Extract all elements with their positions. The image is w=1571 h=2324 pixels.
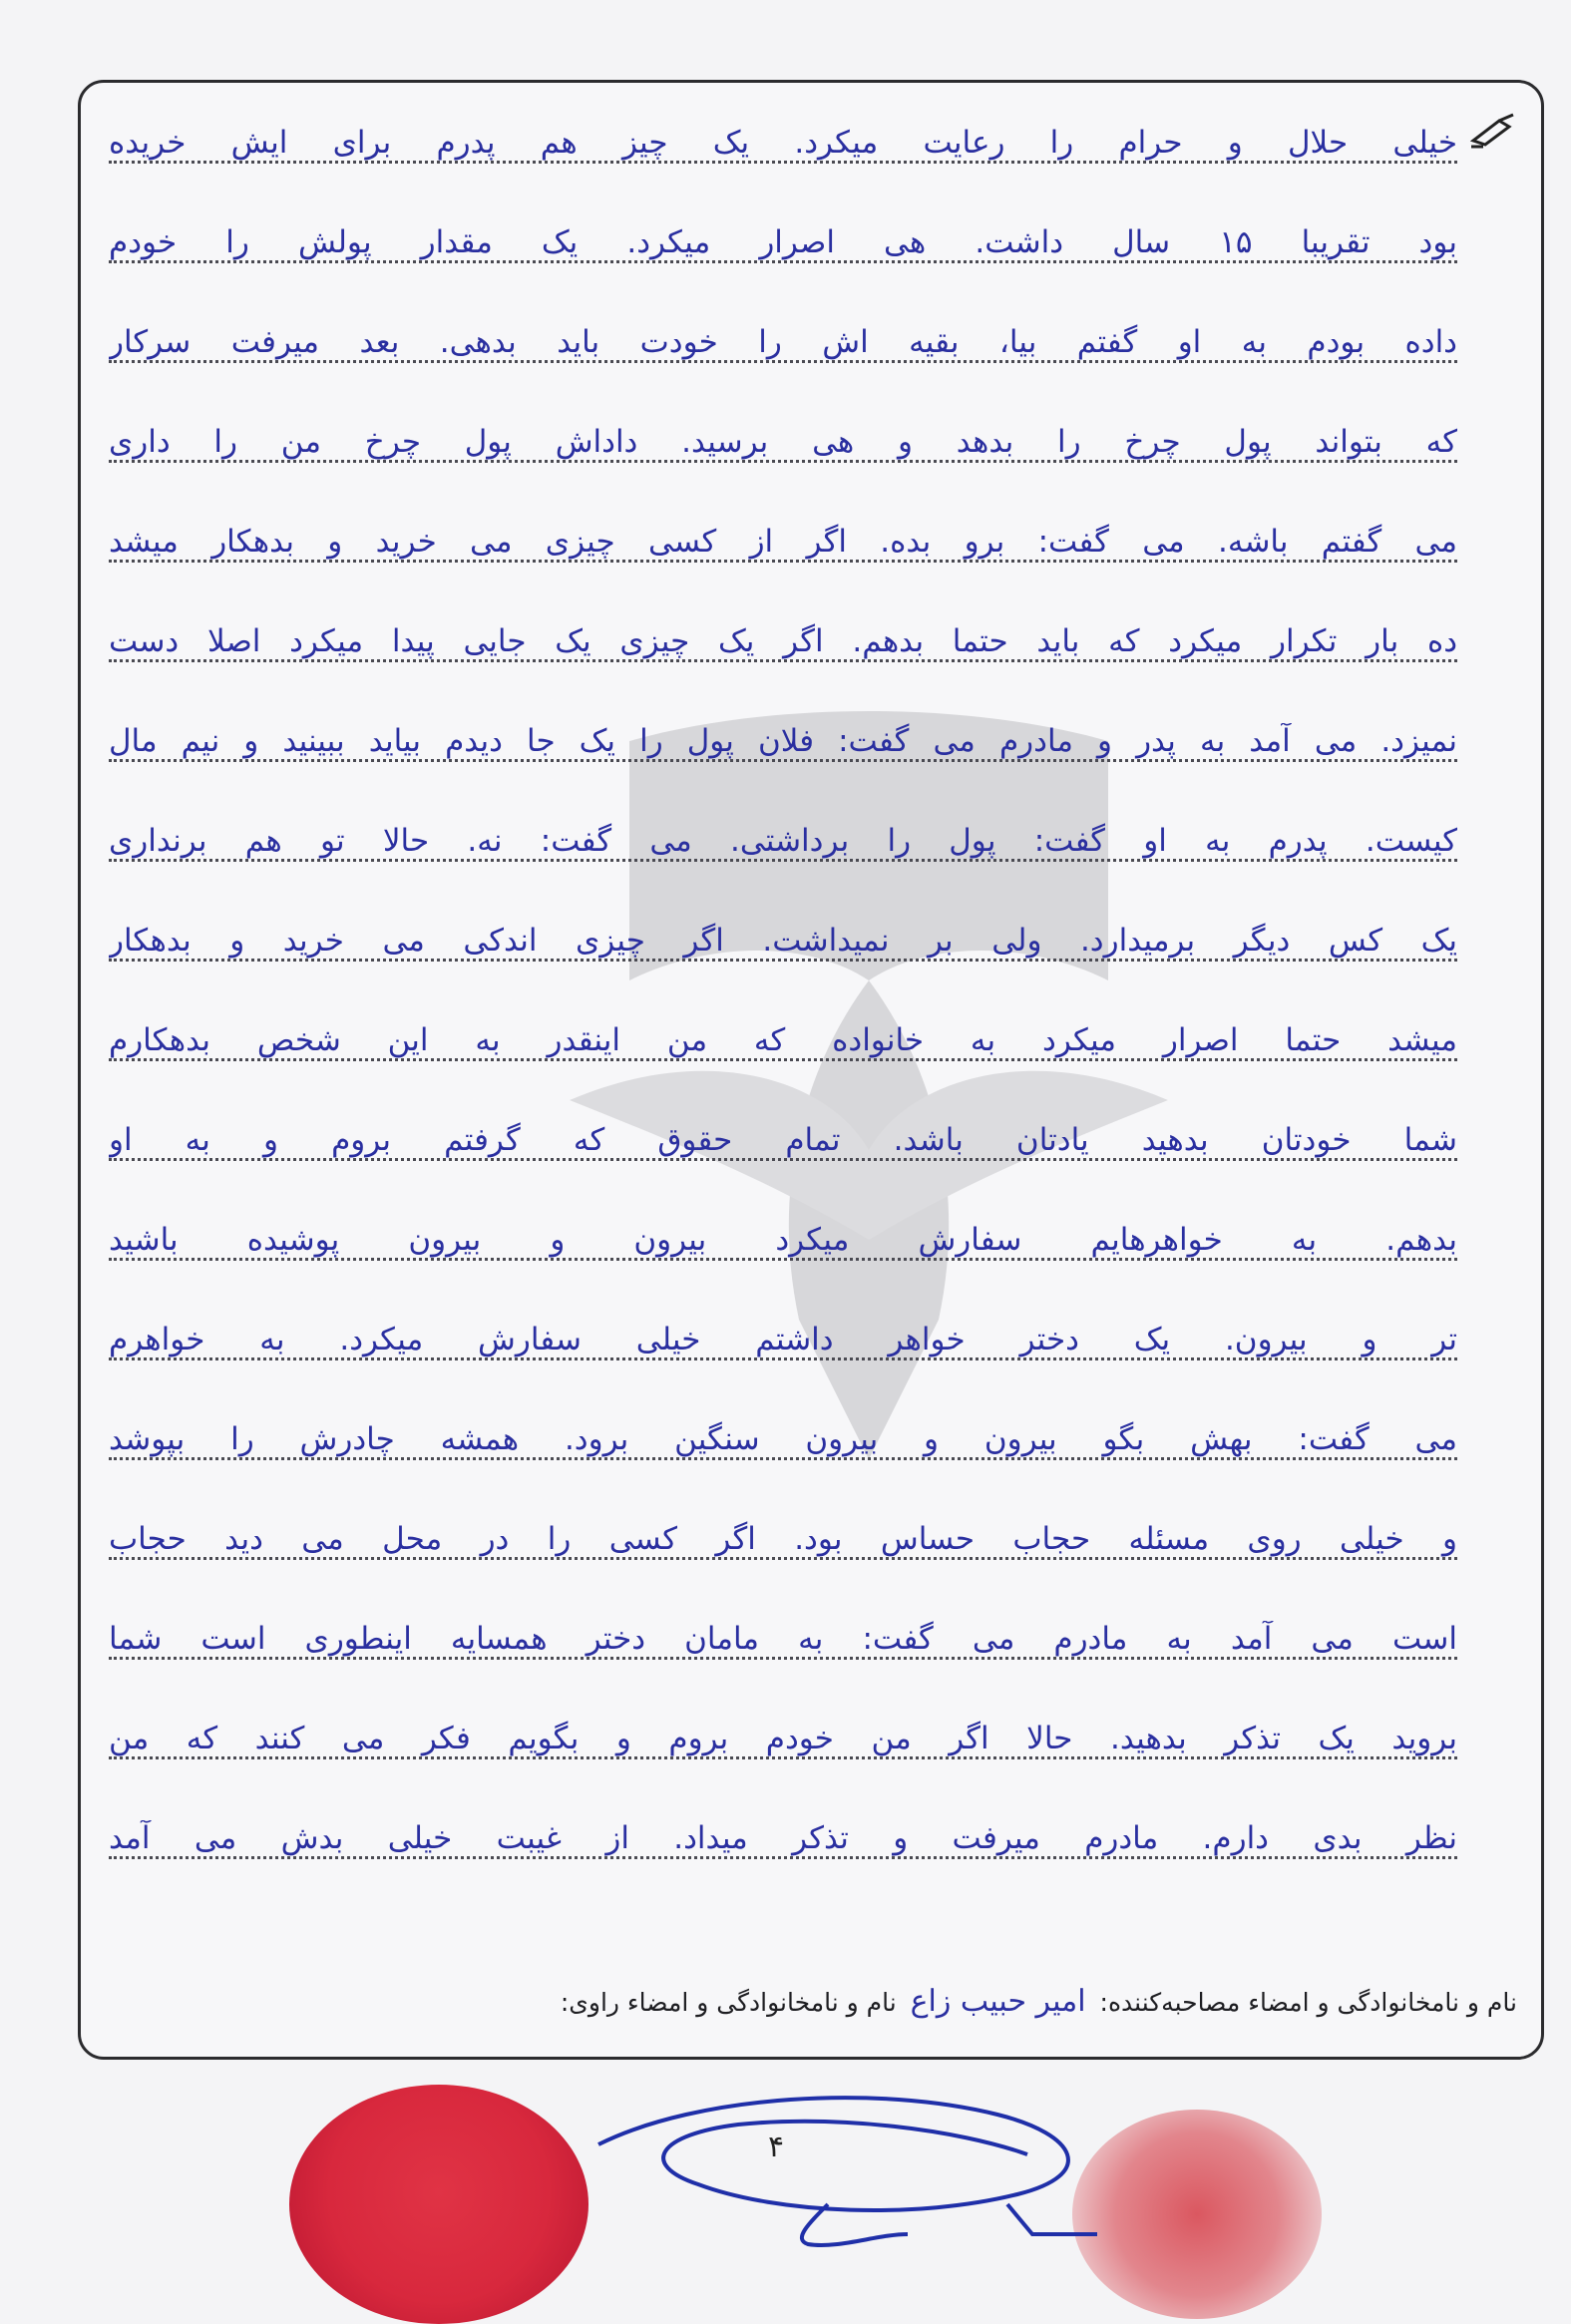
handwritten-lines [81, 83, 1541, 2057]
handwritten-line-10: میشد حتما اصرار میکرد به خانواده که من اینقدر به این شخص بدهکارم [109, 1022, 1457, 1061]
handwritten-line-4: که بتواند پول چرخ را بدهد و هی برسید. داداش پول چرخ من را داری [109, 424, 1457, 463]
handwritten-line-5: می گفتم باشه. می گفت: برو بده. اگر از کسی چیزی می خرید و بدهکار میشد [109, 524, 1457, 563]
handwritten-line-14: می گفت: بهش بگو بیرون و بیرون سنگین برود. همشه چادرش را بپوشد [109, 1421, 1457, 1460]
handwritten-line-17: بروید یک تذکر بدهید. حالا اگر من خودم بروم و بگویم فکر می کنند که من [109, 1721, 1457, 1759]
page-frame [78, 80, 1544, 2060]
handwritten-line-7: نمیزد. می آمد به پدر و مادرم می گفت: فلان پول را یک جا دیدم بیاید ببینید و نیم مال [109, 723, 1457, 762]
handwritten-line-18: نظر بدی دارم. مادرم میرفت و تذکر میداد. از غیبت خیلی بدش می آمد [109, 1820, 1457, 1859]
handwritten-line-13: تر و بیرون. یک دختر خواهر داشتم خیلی سفارش میکرد. به خواهرم [109, 1322, 1457, 1360]
handwritten-line-9: یک کس دیگر برمیدارد. ولی بر نمیداشت. اگر چیزی اندکی می خرید و بدهکار [109, 923, 1457, 962]
handwritten-line-3: داده بودم به او گفتم بیا، بقیه اش را خودت باید بدهی. بعد میرفت سرکار [109, 324, 1457, 363]
handwritten-line-11: شما خودتان بدهید یادتان باشد. تمام حقوق که گرفتم بروم و به او [109, 1122, 1457, 1161]
handwritten-line-1: خیلی حلال و حرام را رعایت میکرد. یک چیز هم پدرم برای ایش خریده [109, 125, 1457, 164]
handwritten-line-2: بود تقریبا ۱۵ سال داشت. هی اصرار میکرد. یک مقدار پولش را خودم [109, 224, 1457, 263]
page-number: ۴ [768, 2130, 785, 2164]
handwritten-line-8: کیست. پدرم به او گفت: پول را برداشتی. می گفت: نه. حالا تو هم برنداری [109, 823, 1457, 862]
interviewer-label: نام و نامخانوادگی و امضاء مصاحبه‌کننده: [1099, 1988, 1517, 2017]
signature-scribble [579, 2085, 1137, 2249]
narrator-label: نام و نامخانوادگی و امضاء راوی: [560, 1988, 897, 2017]
fingerprint-left [289, 2085, 589, 2324]
handwritten-line-16: است می آمد به مادرم می گفت: به مامان دختر همسایه اینطوری است شما [109, 1621, 1457, 1660]
handwritten-line-6: ده بار تکرار میکرد که باید حتما بدهم. اگر یک چیزی یک جایی پیدا میکرد اصلا دست [109, 623, 1457, 662]
handwritten-line-15: و خیلی روی مسئله حجاب حساس بود. اگر کسی را در محل می دید حجاب [109, 1521, 1457, 1560]
handwritten-line-12: بدهم. به خواهرهایم سفارش میکرد بیرون و بیرون پوشیده باشید [109, 1222, 1457, 1261]
interviewer-name: امیر حبیب زاع [910, 1984, 1086, 2019]
signature-footer [111, 1984, 1517, 2019]
